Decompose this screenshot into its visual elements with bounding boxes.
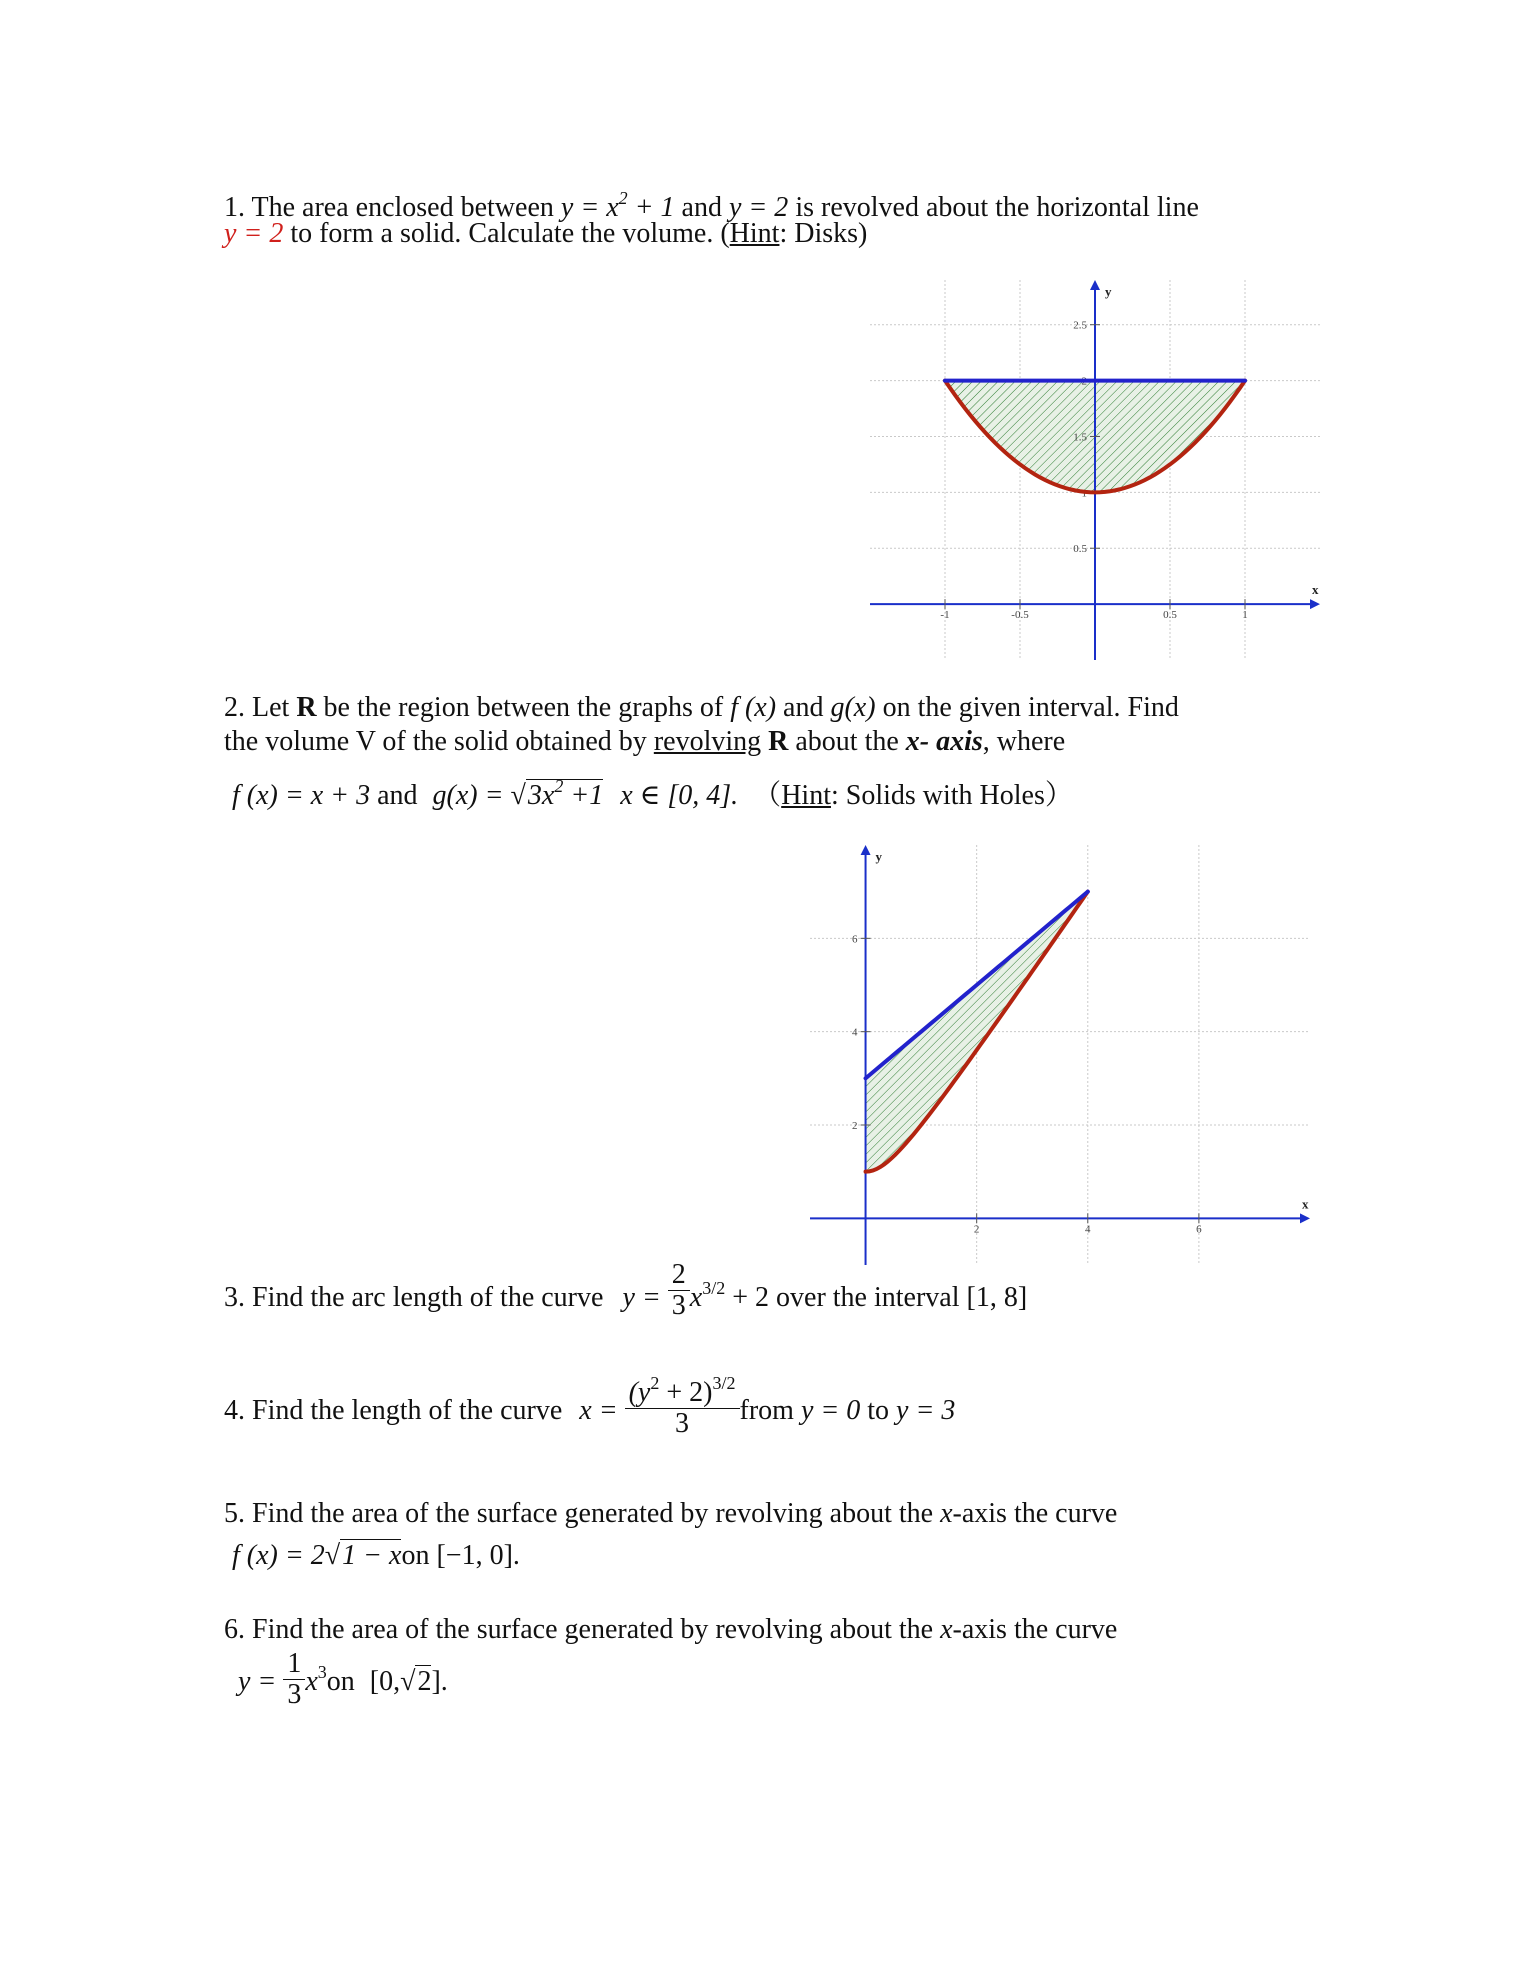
problem-6-line-2 [238,1648,448,1734]
problem-2-text-4: the volume V of the solid obtained by [224,726,647,757]
problem-5-radicand: 1 − x [342,1540,402,1571]
problem-5-interval: [−1, 0]. [436,1540,520,1571]
problem-5-text: 5. Find the area of the surface generated by revolving about the [224,1498,934,1529]
problem-3 [224,1259,1028,1350]
problem-3-text-2: over the interval [1, 8] [776,1282,1028,1313]
problem-2-gx: $g(x) = √3x^2 +1$ [432,776,604,811]
problem-5-fx: f (x) = 2 [232,1540,325,1571]
problem-3-x: x [689,1282,703,1313]
problem-6-fraction: $\frac{1}{3}$ [283,1649,305,1710]
problem-2-text-3: on the given interval. Find [882,692,1179,723]
problem-2-hint: Hint [781,780,831,811]
problem-4-y3: y = 3 [896,1394,956,1426]
y-tick-label: 1 [1081,487,1087,500]
problem-6-text-2: -axis the curve [952,1614,1118,1645]
y-axis-label: y [875,849,883,864]
problem-1-text-2: is revolved about the horizontal line [795,192,1199,223]
problem-2-revolving: revolving [653,726,762,757]
problem-4 [224,1373,956,1466]
problem-2-and: and [783,692,824,723]
problem-4-text: 4. Find the length of the curve [224,1394,563,1426]
problem-6-line-1 [224,1612,1117,1648]
problem-2-hint-open: （ [753,780,782,811]
problem-5-line-2: f (x) = 2√1 − xon [−1, 0]. [232,1540,520,1571]
problem-2-f: f (x) [730,692,777,723]
problem-3-text: 3. Find the arc length of the curve [224,1282,604,1313]
problem-5-text-2: -axis the curve [952,1498,1118,1529]
problem-1-eq1: $y = x^2 + 1$ [560,188,675,223]
problem-6-x: x [940,1614,953,1645]
problem-6-on: on [326,1666,355,1697]
problem-5-on: on [401,1540,430,1571]
x-tick-label: -1 [940,609,950,622]
x-axis-label: x [1302,1196,1309,1212]
y-axis-arrow [861,845,871,855]
problem-3-rest: + 2 [732,1282,770,1313]
problem-2-xaxis: x- axis [905,726,983,757]
problem-2-interval: x ∈ [0, 4]. [620,780,739,811]
problem-1-line-2 [224,216,867,252]
problem-4-from: from [739,1394,794,1426]
problem-6-y: y = [238,1666,277,1697]
problem-4-y0: y = 0 [800,1394,861,1426]
x-tick-label: 1 [1242,609,1248,622]
y-tick-label: 1.5 [1073,431,1087,444]
x-axis-label: x [1312,582,1319,598]
problem-2-fx: f (x) = x + 3 [232,780,371,811]
problem-2-line-3 [232,768,1073,814]
x-tick-label: 2 [973,1223,980,1236]
problem-6-text: 6. Find the area of the surface generated by revolving about the [224,1614,934,1645]
problem-1-text-3: to form a solid. Calculate the volume. ( [290,218,730,249]
problem-3-fraction: $\frac{2}{3}$ [668,1260,690,1321]
y-axis-label: y [1105,284,1112,299]
problem-3-y: y = [622,1282,661,1313]
problem-2-text-2: be the region between the graphs of [323,692,724,723]
problem-5-line-1 [224,1496,1117,1532]
y-tick-label: 0.5 [1073,543,1087,556]
problem-2-g: g(x) [830,692,876,723]
problem-1-red-eq: y = 2 [224,218,284,249]
problem-1-and: and [681,192,722,223]
y-tick-label: 2 [852,1120,858,1132]
problem-5-x: x [940,1498,953,1529]
y-tick-label: 2 [1081,375,1087,388]
y-tick-label: 6 [852,933,858,946]
problem-6-x-var: x [305,1666,318,1697]
problem-1-hint: Hint [729,218,780,249]
chart-2 [810,845,1310,1265]
x-axis-arrow [1310,599,1320,609]
problem-6-exp: 3 [317,1662,327,1682]
x-tick-label: -0.5 [1011,609,1029,622]
problem-2-line-1 [224,690,1179,726]
x-axis-arrow [1300,1213,1310,1223]
problem-2-text-6: , where [982,726,1066,757]
problem-4-x: x = [579,1394,618,1426]
problem-2-line-2 [224,724,1065,760]
y-axis-arrow [1090,280,1100,290]
y-tick-label: 2.5 [1073,319,1087,332]
chart-1 [870,280,1320,660]
problem-2-and-2: and [377,780,418,811]
problem-4-fraction: $\frac{(y^2 + 2)^{3/2}}{3}$ [625,1368,740,1439]
problem-1-text: The area enclosed between [251,192,554,223]
problem-1-number: 1. [224,192,245,223]
problem-6-interval: [0,√2]. [369,1666,448,1697]
problem-1-eq2: y = 2 [728,192,789,223]
problem-3-exp: 3/2 [702,1278,726,1298]
y-tick-label: 4 [852,1026,858,1039]
problem-2-hint-rest: : Solids with Holes） [830,780,1073,811]
x-tick-label: 6 [1196,1223,1202,1236]
problem-2-R: R [296,692,317,723]
problem-2-R2: R [768,726,789,757]
problem-2-text: 2. Let [224,692,290,723]
problem-1-hint-rest: : Disks) [779,218,868,249]
x-tick-label: 0.5 [1163,609,1177,622]
x-tick-label: 4 [1085,1223,1091,1236]
problem-4-to: to [867,1394,890,1426]
problem-2-text-5: about the [795,726,899,757]
